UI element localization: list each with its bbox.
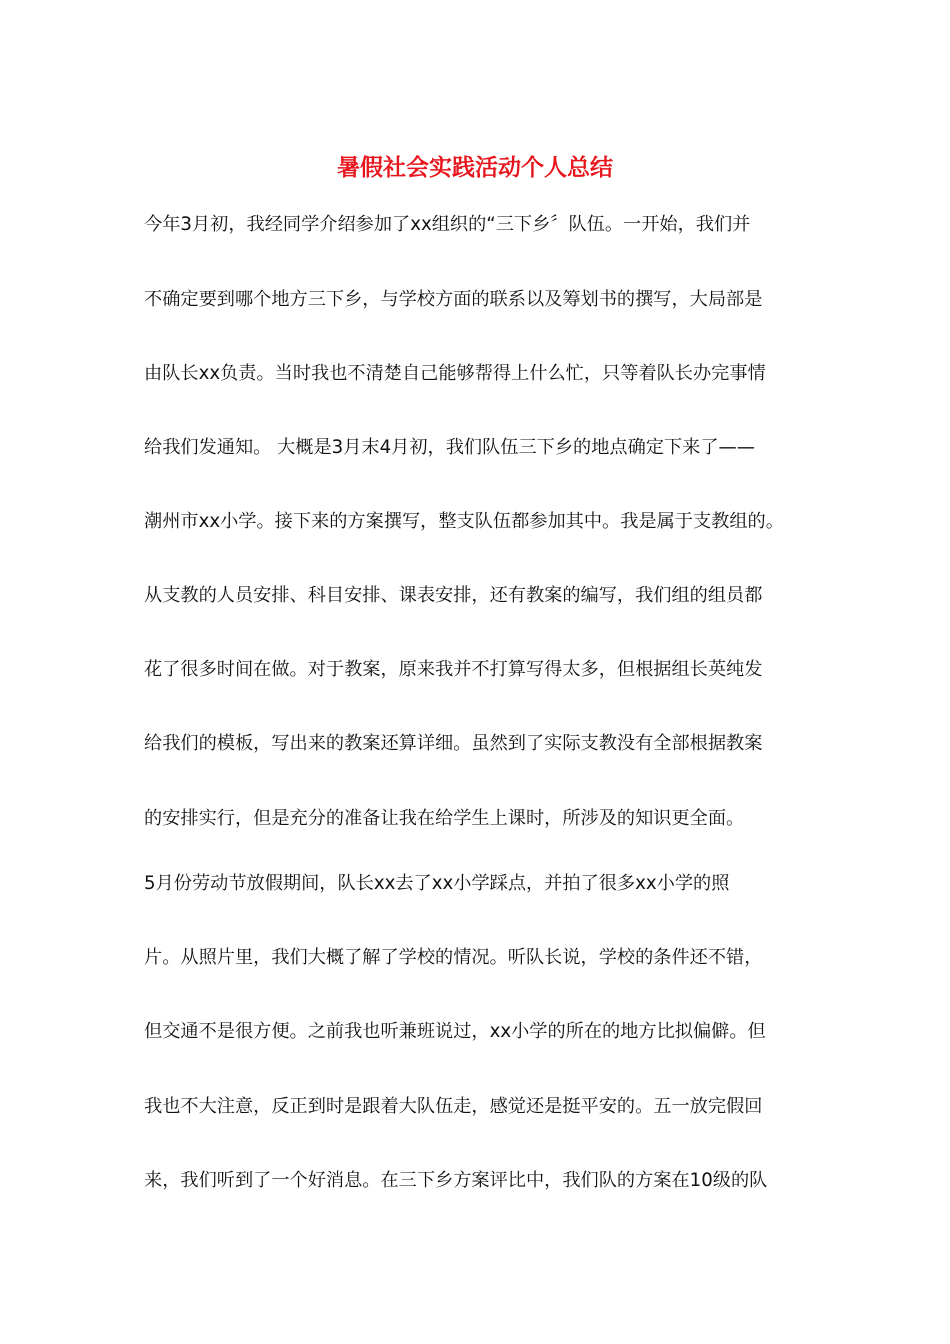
- body-text-line: 5月份劳动节放假期间，队长xx去了xx小学踩点，并拍了很多xx小学的照: [144, 873, 730, 894]
- body-text-line: 的安排实行，但是充分的准备让我在给学生上课时，所涉及的知识更全面。: [144, 808, 745, 829]
- body-text-line: 但交通不是很方便。之前我也听兼班说过，xx小学的所在的地方比拟偏僻。但: [144, 1021, 766, 1042]
- body-text-line: 今年3月初，我经同学介绍参加了xx组织的“三下乡〞队伍。一开始，我们并: [144, 214, 751, 235]
- body-text-line: 从支教的人员安排、科目安排、课表安排，还有教案的编写，我们组的组员都: [144, 585, 763, 606]
- document-title: 暑假社会实践活动个人总结: [337, 154, 613, 181]
- body-text-line: 我也不大注意，反正到时是跟着大队伍走，感觉还是挺平安的。五一放完假回: [144, 1096, 763, 1117]
- body-text-line: 来，我们听到了一个好消息。在三下乡方案评比中，我们队的方案在10级的队: [144, 1170, 768, 1191]
- body-text-line: 不确定要到哪个地方三下乡，与学校方面的联系以及筹划书的撰写，大局部是: [144, 289, 763, 310]
- body-text-line: 由队长xx负责。当时我也不清楚自己能够帮得上什么忙，只等着队长办完事情: [144, 363, 766, 384]
- body-text-line: 片。从照片里，我们大概了解了学校的情况。听队长说，学校的条件还不错，: [144, 947, 763, 968]
- body-text-line: 潮州市xx小学。接下来的方案撰写，整支队伍都参加其中。我是属于支教组的。: [144, 511, 784, 532]
- body-text-line: 花了很多时间在做。对于教案，原来我并不打算写得太多，但根据组长英纯发: [144, 659, 763, 680]
- body-text-line: 给我们发通知。 大概是3月末4月初，我们队伍三下乡的地点确定下来了——: [144, 437, 755, 458]
- body-text-line: 给我们的模板，写出来的教案还算详细。虽然到了实际支教没有全部根据教案: [144, 733, 763, 754]
